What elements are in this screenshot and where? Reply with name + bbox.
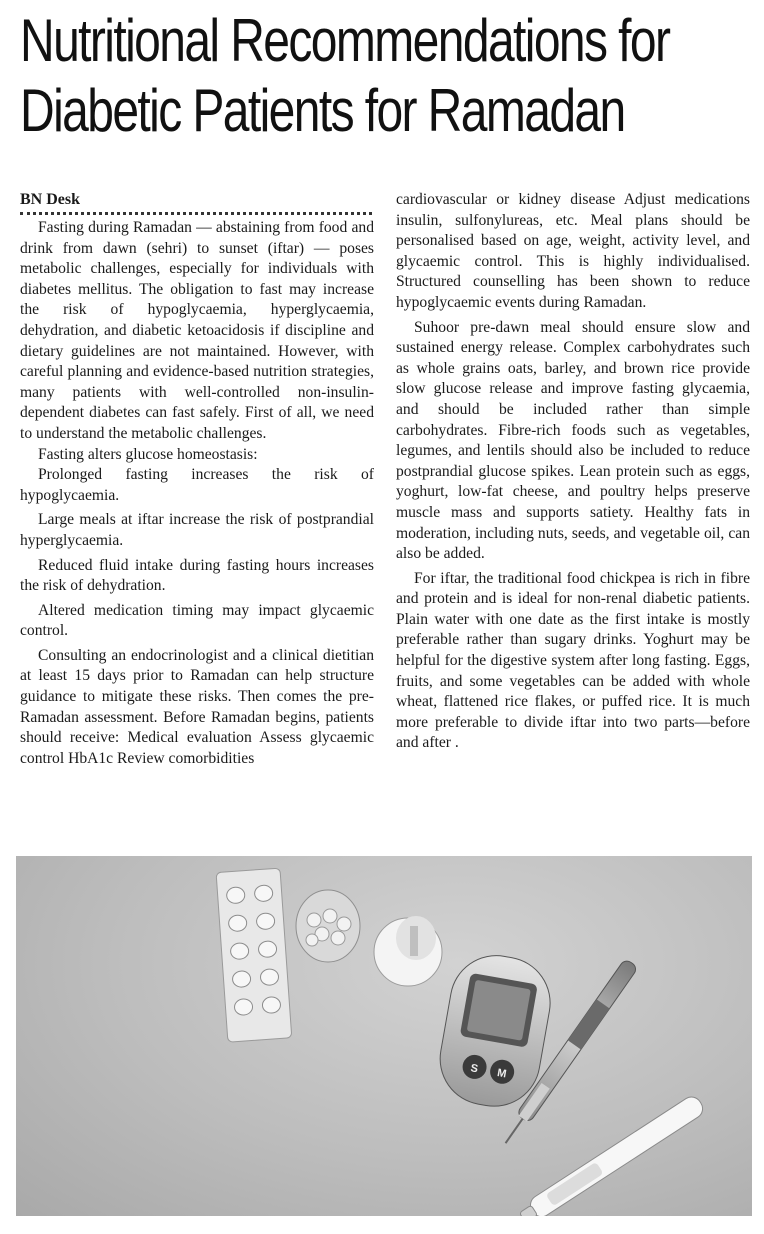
paragraph: For iftar, the traditional food chickpea is rich in fibre and protein and is ideal for non-renal diabetic patients. Plain water with one date as the first intake is mostly preferable rather than sugary drinks. Yoghurt may be helpful for the digestive system after long fasting. Eggs, fruits, and some vegetables can be added with whole wheat, flattened rice flakes, or puffed rice. It is much more preferable to divide iftar into two parts—before and after . <box>396 569 750 752</box>
paragraph: Prolonged fasting increases the risk of hypoglycaemia. <box>20 466 374 504</box>
right-column <box>396 190 750 754</box>
meter-s-label: S <box>469 1062 479 1076</box>
headline-line-2: Diabetic Patients for Ramadan <box>20 77 625 144</box>
lancet-device <box>517 1093 707 1216</box>
left-column <box>20 218 374 769</box>
paragraph: Fasting alters glucose homeostasis: <box>38 445 258 463</box>
headline-line-1: Nutritional Recommendations for <box>20 7 670 74</box>
photo-illustration <box>16 856 752 1216</box>
diabetes-supplies-photo <box>16 856 752 1216</box>
paragraph: Consulting an endocrinologist and a clinical dietitian at least 15 days prior to Ramadan can help structure guidance to mitigate these risks. Then comes the pre-Ramadan assessment. Before Ramadan begins, patients should receive: Medical evaluation Assess glycaemic control HbA1c Review comorbidities <box>20 646 374 767</box>
headline <box>20 6 756 146</box>
paragraph: Reduced fluid intake during fasting hours increases the risk of dehydration. <box>20 556 374 595</box>
paragraph: Suhoor pre-dawn meal should ensure slow and sustained energy release. Complex carbohydrates such as whole grains oats, barley, and brown rice provide slow glucose release and improve fasting glycaemia, and should be included rather than simple carbohydrates. Fibre-rich foods such as vegetables, legumes, and lentils should also be included to reduce postprandial glucose spikes. Lean protein such as eggs, yoghurt, low-fat cheese, and poultry helps preserve muscle mass and supports satiety. Healthy fats in moderation, including nuts, seeds, and vegetable oil, can also be added. <box>396 318 750 563</box>
pill-blister-pack <box>216 868 292 1042</box>
meter-m-label: M <box>496 1067 508 1081</box>
paragraph: Fasting during Ramadan — abstaining from food and drink from dawn (sehri) to sunset (iftar) — poses metabolic challenges, especially for individuals with diabetes mellitus. The obligation to fast may increase the risk of hypoglycaemia, hyperglycaemia, dehydration, and diabetic ketoacidosis if discipline and dietary guidelines are not maintained. However, with careful planning and evidence-based nutrition strategies, many patients with well-controlled non-insulin-dependent diabetes can fast safely. First of all, we need to understand the metabolic challenges. <box>20 219 374 442</box>
tablet-jar <box>296 890 360 962</box>
medicine-bottle <box>374 916 442 986</box>
paragraph: cardiovascular or kidney disease Adjust medications insulin, sulfonylureas, etc. Meal plans should be personalised based on age, weight, activity level, and glycaemic control. This is highly individualised. Structured counselling has been shown to reduce hypoglycaemic events during Ramadan. <box>396 191 750 311</box>
byline: BN Desk <box>20 190 372 215</box>
paragraph: Altered medication timing may impact glycaemic control. <box>20 601 374 640</box>
paragraph: Large meals at iftar increase the risk of postprandial hyperglycaemia. <box>20 511 374 549</box>
